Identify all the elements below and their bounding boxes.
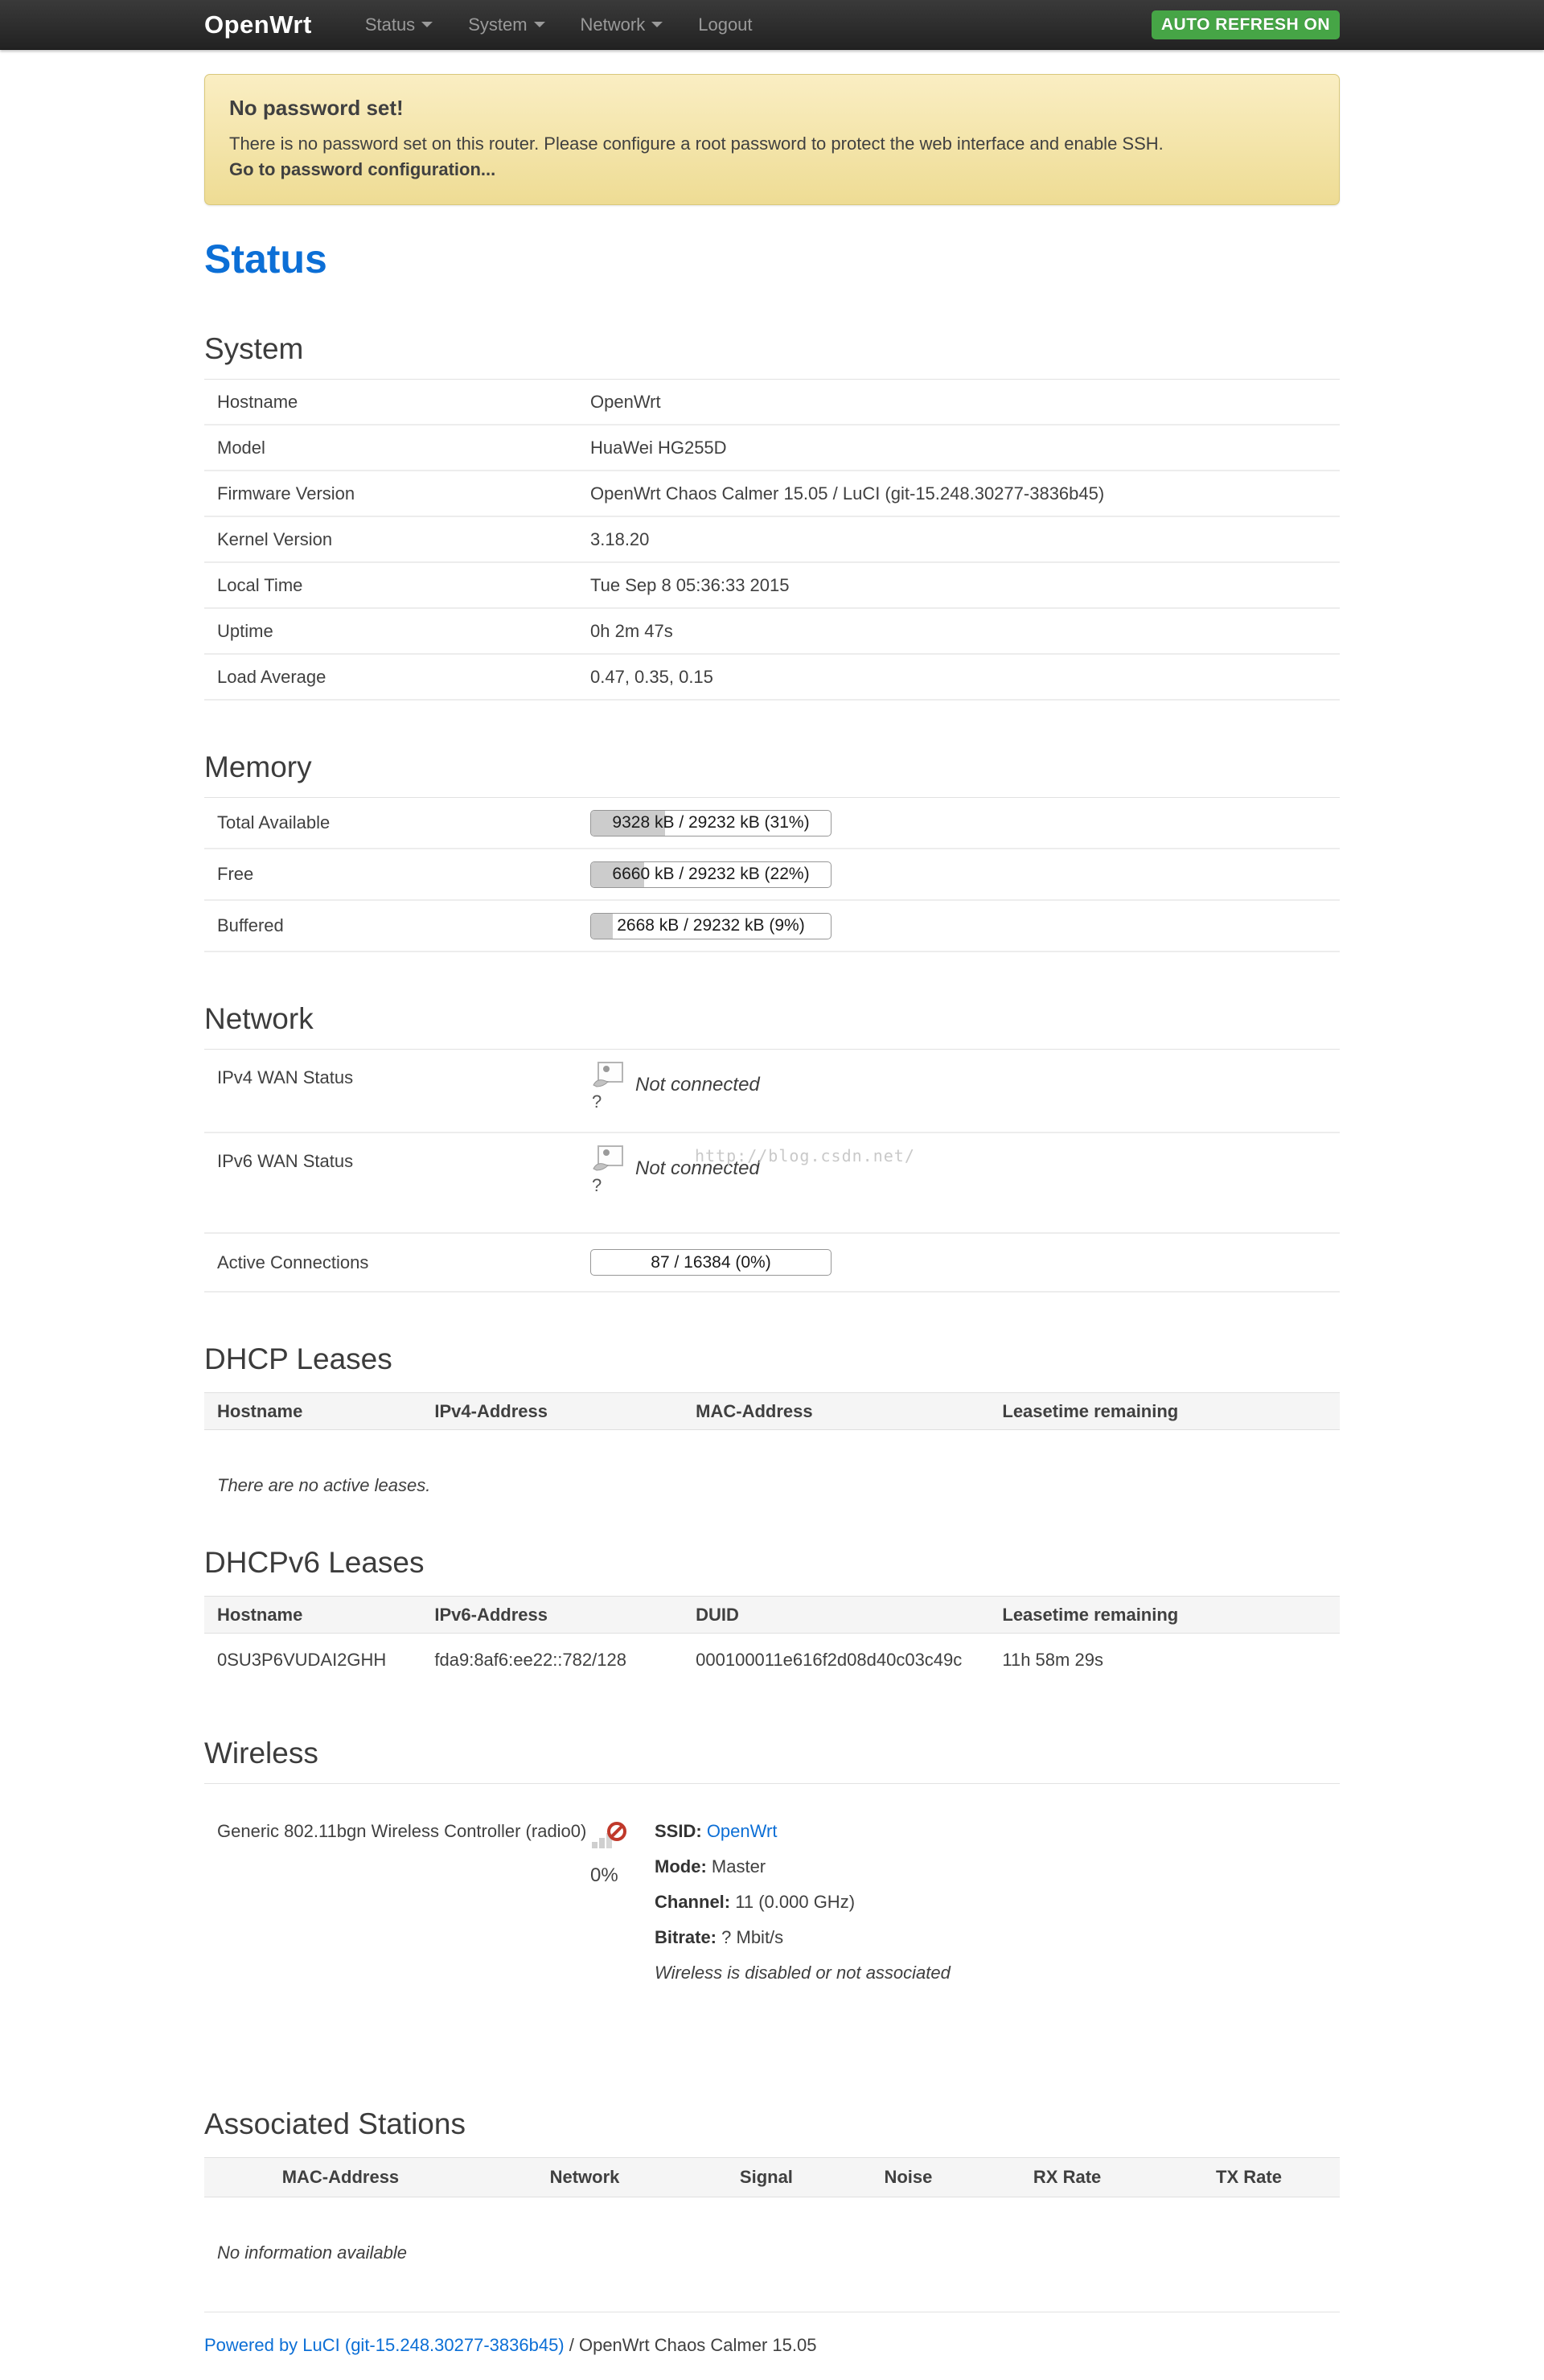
powered-by-luci-link[interactable]: Powered by LuCI (git-15.248.30277-3836b45) bbox=[204, 2335, 565, 2355]
progressbar-text: 87 / 16384 (0%) bbox=[651, 1252, 771, 1272]
table-row bbox=[204, 1050, 1340, 1133]
row-value: OpenWrt bbox=[590, 391, 661, 412]
unknown-interface-hint: ? bbox=[592, 1175, 602, 1195]
row-value: OpenWrt Chaos Calmer 15.05 / LuCI (git-15.248.30277-3836b45) bbox=[590, 483, 1105, 504]
row-label: Local Time bbox=[217, 574, 303, 595]
row-label: Model bbox=[217, 437, 265, 458]
column-header: DUID bbox=[696, 1604, 739, 1625]
wan-status-text: Not connected bbox=[635, 1074, 760, 1095]
row-value: Tue Sep 8 05:36:33 2015 bbox=[590, 574, 790, 595]
wan-status-text: Not connected bbox=[635, 1157, 760, 1179]
wireless-radio-row bbox=[204, 1784, 1340, 2030]
lease-hostname: 0SU3P6VUDAI2GHH bbox=[217, 1650, 387, 1670]
dhcpv6-lease-row bbox=[204, 1634, 1340, 1687]
field-label: Bitrate: bbox=[655, 1927, 717, 1947]
column-header: MAC-Address bbox=[281, 2167, 400, 2187]
row-label: Hostname bbox=[217, 391, 298, 412]
row-label: Buffered bbox=[217, 915, 284, 935]
table-row bbox=[204, 655, 1340, 701]
wireless-disabled-note: Wireless is disabled or not associated bbox=[655, 1963, 951, 1983]
warning-body: There is no password set on this router. Please configure a root password to protect the web interface and enable SSH. bbox=[229, 134, 1164, 154]
table-row bbox=[204, 1234, 1340, 1293]
unknown-interface-hint: ? bbox=[592, 1091, 602, 1112]
associated-stations-heading: Associated Stations bbox=[204, 2107, 466, 2140]
stations-empty-message: No information available bbox=[217, 2242, 408, 2263]
row-value: 0.47, 0.35, 0.15 bbox=[590, 666, 713, 687]
wireless-section-heading: Wireless bbox=[204, 1737, 1340, 1784]
row-value: 0h 2m 47s bbox=[590, 620, 673, 641]
column-header: TX Rate bbox=[1216, 2167, 1282, 2187]
progressbar-text: 6660 kB / 29232 kB (22%) bbox=[612, 865, 810, 883]
table-row bbox=[204, 471, 1340, 517]
column-header: RX Rate bbox=[1033, 2167, 1102, 2187]
wireless-channel-line bbox=[655, 1892, 951, 1913]
table-row bbox=[204, 901, 1340, 952]
page-footer bbox=[204, 2312, 1340, 2380]
memory-buffered-progressbar bbox=[590, 913, 832, 939]
dhcp-leases-heading: DHCP Leases bbox=[204, 1342, 392, 1375]
dhcpv6-leases-heading: DHCPv6 Leases bbox=[204, 1546, 425, 1579]
csdn-watermark: http://blog.csdn.net/ bbox=[695, 1146, 915, 1165]
associated-stations-header-row bbox=[204, 2157, 1340, 2197]
memory-table bbox=[204, 798, 1340, 952]
row-value: HuaWei HG255D bbox=[590, 437, 727, 458]
table-row bbox=[204, 849, 1340, 901]
lease-duid: 000100011e616f2d08d40c03c49c bbox=[696, 1650, 963, 1670]
field-label: SSID: bbox=[655, 1821, 702, 1841]
table-row bbox=[204, 563, 1340, 609]
memory-free-progressbar bbox=[590, 861, 832, 888]
field-label: Channel: bbox=[655, 1892, 731, 1912]
nav-item-logout[interactable] bbox=[680, 0, 770, 49]
memory-total-progressbar bbox=[590, 810, 832, 836]
column-header: IPv6-Address bbox=[434, 1604, 548, 1625]
page-title: Status bbox=[204, 236, 327, 282]
column-header: MAC-Address bbox=[696, 1400, 813, 1421]
nav-item-status[interactable] bbox=[347, 0, 450, 49]
column-header: Hostname bbox=[217, 1400, 303, 1421]
dhcp-empty-message: There are no active leases. bbox=[217, 1475, 431, 1495]
row-label: Active Connections bbox=[217, 1252, 369, 1272]
table-row bbox=[204, 1133, 1340, 1234]
table-row bbox=[204, 609, 1340, 655]
chevron-down-icon bbox=[651, 22, 663, 27]
password-configuration-link[interactable]: Go to password configuration... bbox=[229, 159, 496, 179]
nav-item-system[interactable] bbox=[450, 0, 562, 49]
system-section-heading: System bbox=[204, 332, 1340, 380]
row-label: IPv4 WAN Status bbox=[217, 1067, 354, 1087]
ssid-link[interactable]: OpenWrt bbox=[706, 1821, 778, 1841]
brand-logo[interactable]: OpenWrt bbox=[204, 10, 312, 39]
footer-version-text: / OpenWrt Chaos Calmer 15.05 bbox=[564, 2335, 817, 2355]
no-password-warning bbox=[204, 74, 1340, 205]
column-header: Noise bbox=[884, 2167, 933, 2187]
lease-time-remaining: 11h 58m 29s bbox=[1002, 1650, 1103, 1670]
progressbar-text: 9328 kB / 29232 kB (31%) bbox=[612, 813, 810, 832]
top-navbar bbox=[0, 0, 1544, 50]
network-table bbox=[204, 1050, 1340, 1293]
row-label: IPv6 WAN Status bbox=[217, 1151, 354, 1171]
row-label: Free bbox=[217, 864, 254, 884]
column-header: Hostname bbox=[217, 1604, 303, 1625]
column-header: Signal bbox=[739, 2167, 793, 2187]
progressbar-text: 2668 kB / 29232 kB (9%) bbox=[617, 916, 805, 935]
wireless-mode-line bbox=[655, 1856, 951, 1877]
column-header: Leasetime remaining bbox=[1002, 1400, 1179, 1421]
column-header: Leasetime remaining bbox=[1002, 1604, 1179, 1625]
nav-item-logout-label: Logout bbox=[698, 14, 753, 35]
nav-item-network[interactable] bbox=[563, 0, 681, 49]
wireless-signal-disabled-icon bbox=[590, 1821, 629, 1853]
row-label: Load Average bbox=[217, 666, 326, 687]
column-header: Network bbox=[549, 2167, 620, 2187]
nav-item-network-label: Network bbox=[580, 14, 646, 35]
column-header: IPv4-Address bbox=[434, 1400, 548, 1421]
wireless-device-label: Generic 802.11bgn Wireless Controller (radio0) bbox=[217, 1821, 587, 1841]
auto-refresh-toggle[interactable]: AUTO REFRESH ON bbox=[1152, 10, 1340, 39]
field-label: Mode: bbox=[655, 1856, 707, 1876]
network-section-heading: Network bbox=[204, 1002, 1340, 1050]
nav-item-status-label: Status bbox=[364, 14, 416, 35]
memory-section-heading: Memory bbox=[204, 750, 1340, 798]
system-table bbox=[204, 380, 1340, 701]
dhcpv6-leases-header-row bbox=[204, 1596, 1340, 1634]
row-label: Kernel Version bbox=[217, 528, 333, 549]
chevron-down-icon bbox=[534, 22, 545, 27]
broken-image-icon bbox=[590, 1145, 624, 1174]
lease-ipv6-address: fda9:8af6:ee22::782/128 bbox=[434, 1650, 626, 1670]
table-row bbox=[204, 380, 1340, 425]
row-value: 3.18.20 bbox=[590, 528, 650, 549]
table-row bbox=[204, 425, 1340, 471]
active-connections-progressbar bbox=[590, 1249, 832, 1276]
broken-image-icon bbox=[590, 1061, 624, 1090]
nav-item-system-label: System bbox=[468, 14, 528, 35]
table-row bbox=[204, 517, 1340, 563]
row-label: Total Available bbox=[217, 812, 331, 832]
signal-percentage: 0% bbox=[590, 1864, 618, 1886]
field-value: Master bbox=[711, 1856, 766, 1876]
field-value: ? Mbit/s bbox=[721, 1927, 784, 1947]
chevron-down-icon bbox=[421, 22, 433, 27]
wireless-bitrate-line bbox=[655, 1927, 951, 1948]
warning-title: No password set! bbox=[229, 96, 404, 120]
row-label: Firmware Version bbox=[217, 483, 355, 504]
field-value: 11 (0.000 GHz) bbox=[735, 1892, 856, 1912]
table-row bbox=[204, 798, 1340, 849]
dhcp-leases-header-row bbox=[204, 1392, 1340, 1430]
wireless-ssid-line bbox=[655, 1821, 951, 1842]
row-label: Uptime bbox=[217, 620, 273, 641]
